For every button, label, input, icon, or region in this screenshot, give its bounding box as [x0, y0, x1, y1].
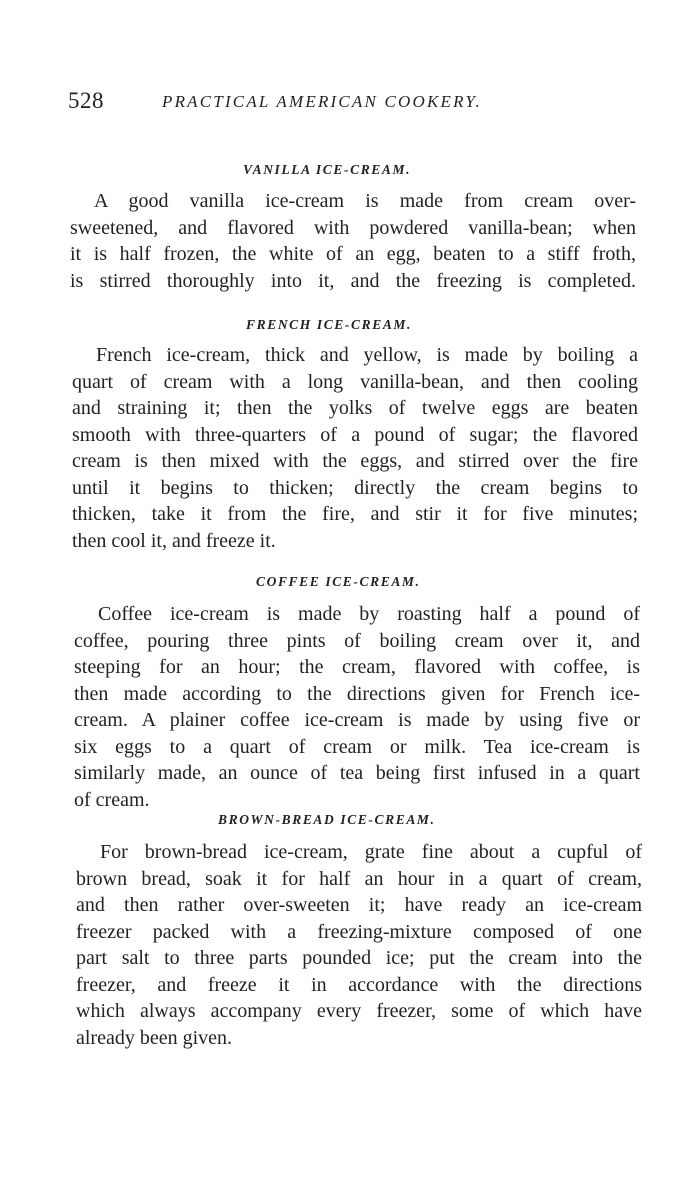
paragraph-line: French ice-cream, thick and yellow, is made by boiling a	[96, 344, 638, 366]
paragraph-line: coffee, pouring three pints of boiling cream over it, and	[74, 629, 640, 652]
paragraph-line: brown bread, soak it for half an hour in a quart of cream,	[76, 867, 642, 890]
paragraph-brown-bread-ice-cream	[76, 839, 642, 1051]
heading-coffee-ice-cream: COFFEE ICE-CREAM.	[256, 574, 421, 589]
paragraph-line: For brown-bread ice-cream, grate fine about a cupful of	[100, 841, 642, 863]
paragraph-vanilla-ice-cream	[70, 188, 636, 294]
paragraph-line: cream is then mixed with the eggs, and stirred over the fire	[72, 450, 638, 472]
paragraph-line: of cream.	[74, 788, 150, 811]
paragraph-line: Coffee ice-cream is made by roasting half a pound of	[98, 603, 640, 625]
paragraph-line: smooth with three-quarters of a pound of sugar; the flavored	[72, 423, 638, 446]
paragraph-line: thicken, take it from the fire, and stir it for five minutes;	[72, 503, 638, 525]
paragraph-line: is stirred thoroughly into it, and the freezing is completed.	[70, 269, 636, 292]
paragraph-line: steeping for an hour; the cream, flavored with coffee, is	[74, 656, 640, 678]
paragraph-line: six eggs to a quart of cream or milk. Tea ice-cream is	[74, 735, 640, 758]
paragraph-line: part salt to three parts pounded ice; put the cream into the	[76, 947, 642, 969]
paragraph-french-ice-cream	[72, 342, 638, 554]
paragraph-line: which always accompany every freezer, some of which have	[76, 1000, 642, 1022]
paragraph-line: already been given.	[76, 1026, 233, 1049]
heading-french-ice-cream: FRENCH ICE-CREAM.	[246, 317, 412, 332]
heading-vanilla-ice-cream: VANILLA ICE-CREAM.	[243, 162, 412, 177]
running-title: PRACTICAL AMERICAN COOKERY.	[162, 92, 482, 111]
heading-brown-bread-ice-cream: BROWN-BREAD ICE-CREAM.	[218, 812, 436, 827]
paragraph-line: freezer packed with a freezing-mixture composed of one	[76, 920, 642, 943]
paragraph-line: until it begins to thicken; directly the cream begins to	[72, 476, 638, 499]
paragraph-line: sweetened, and flavored with powdered vanilla-bean; when	[70, 216, 636, 239]
paragraph-line: and straining it; then the yolks of twelve eggs are beaten	[72, 397, 638, 419]
paragraph-line: similarly made, an ounce of tea being first infused in a quart	[74, 762, 640, 784]
paragraph-line: quart of cream with a long vanilla-bean, and then cooling	[72, 370, 638, 393]
paragraph-line: and then rather over-sweeten it; have ready an ice-cream	[76, 894, 642, 916]
paragraph-line: freezer, and freeze it in accordance with the directions	[76, 973, 642, 996]
paragraph-line: then cool it, and freeze it.	[72, 529, 276, 552]
paragraph-line: A good vanilla ice-cream is made from cream over-	[94, 190, 636, 212]
paragraph-line: cream. A plainer coffee ice-cream is made by using five or	[74, 709, 640, 731]
running-head	[68, 88, 640, 120]
paragraph-coffee-ice-cream	[74, 601, 640, 813]
page-number: 528	[68, 88, 104, 113]
paragraph-line: then made according to the directions given for French ice-	[74, 682, 640, 705]
paragraph-line: it is half frozen, the white of an egg, beaten to a stiff froth,	[70, 243, 636, 265]
